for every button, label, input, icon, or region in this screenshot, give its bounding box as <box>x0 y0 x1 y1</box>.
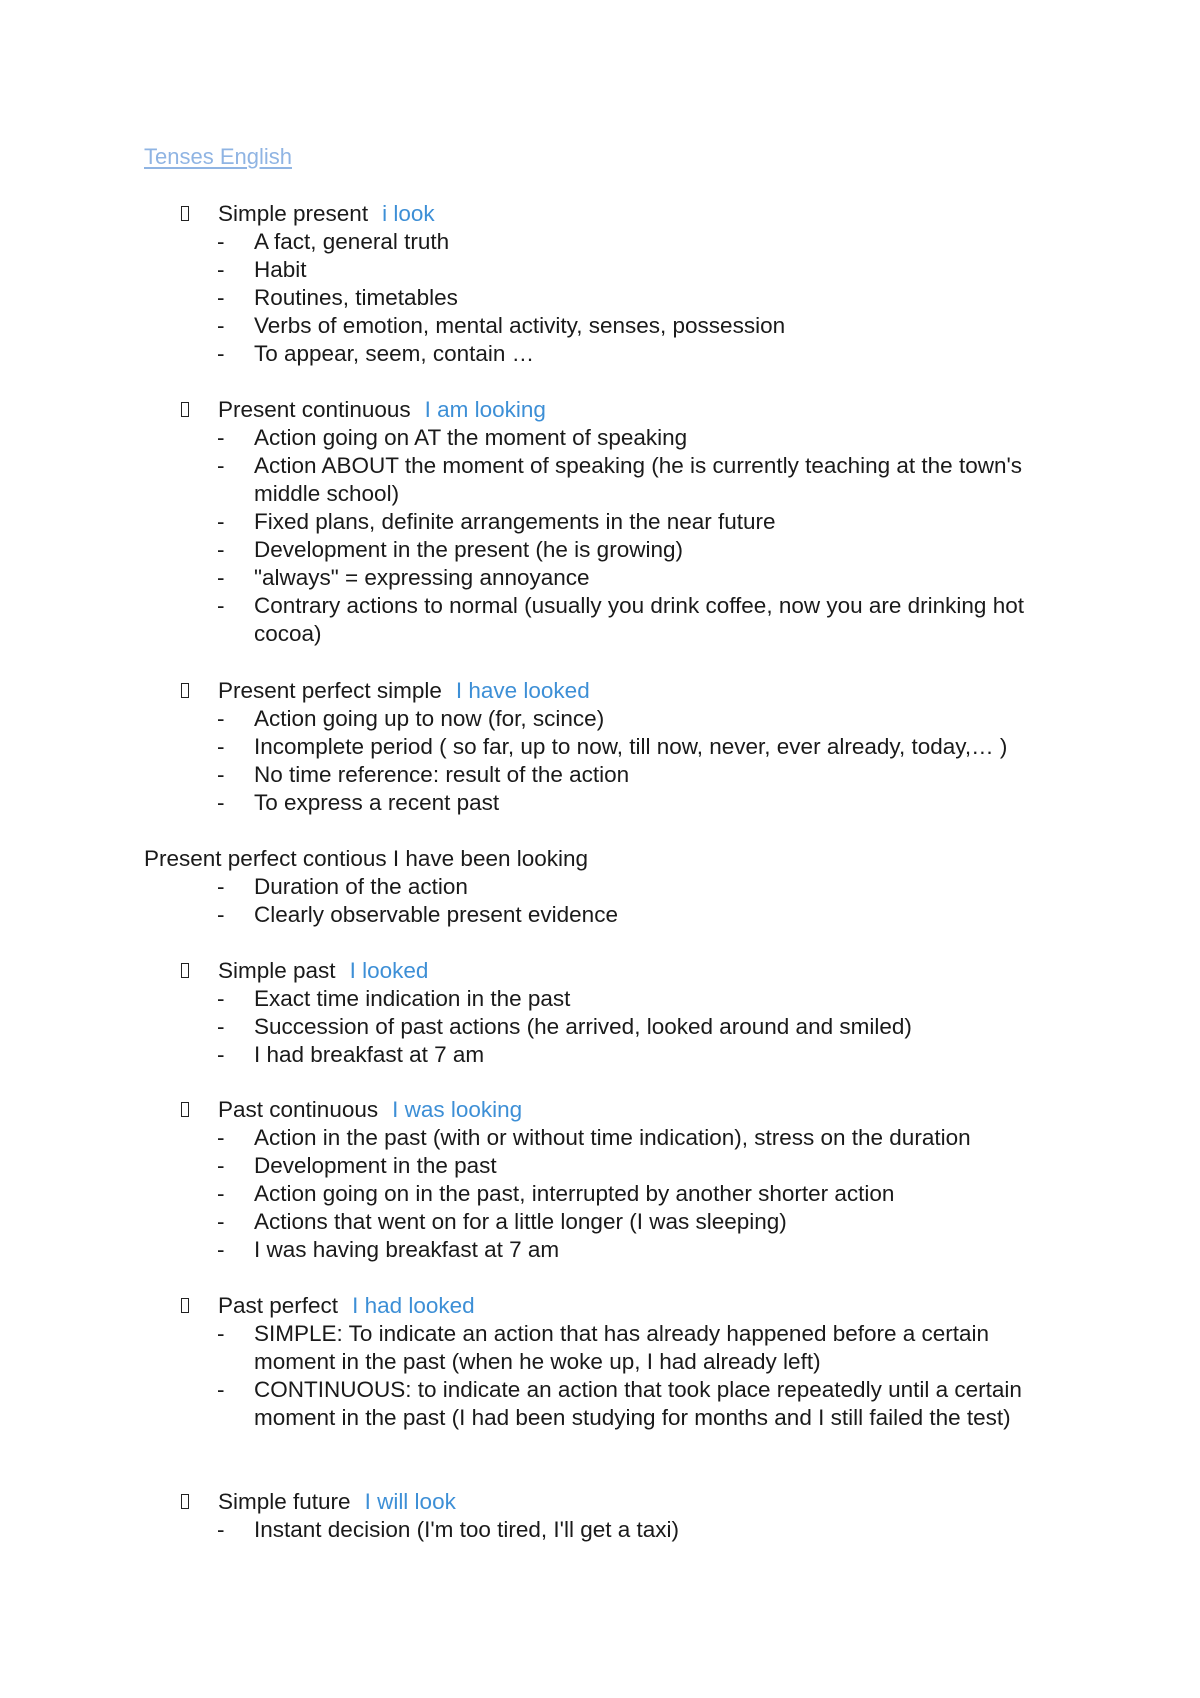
square-bullet-icon <box>181 206 189 221</box>
tense-example: I am looking <box>424 397 546 422</box>
square-bullet-icon <box>181 1102 189 1117</box>
section-simple-present <box>0 200 1200 368</box>
list-item: - Succession of past actions (he arrived, looked around and smiled) <box>217 1014 912 1039</box>
list-item: - No time reference: result of the action <box>217 762 630 787</box>
list-item: - Contrary actions to normal (usually you drink coffee, now you are drinking hot cocoa) <box>217 593 1024 646</box>
tense-name: Present perfect simple <box>218 678 442 703</box>
section-heading <box>0 396 1200 424</box>
section-heading <box>0 200 1200 228</box>
item-list <box>0 424 1200 648</box>
section-present-perfect-continuous <box>0 845 1200 929</box>
item-list <box>0 228 1200 368</box>
item-list <box>0 873 1200 929</box>
dash-bullet: - <box>217 453 225 478</box>
section-present-perfect-simple <box>0 677 1200 817</box>
section-past-perfect <box>0 1292 1200 1432</box>
list-item: - To appear, seem, contain … <box>217 341 535 366</box>
dash-bullet: - <box>217 874 225 899</box>
list-item: - Verbs of emotion, mental activity, senses, possession <box>217 313 786 338</box>
list-item: - I had breakfast at 7 am <box>217 1042 485 1067</box>
square-bullet-icon <box>181 402 189 417</box>
section-heading <box>0 1292 1200 1320</box>
list-item: - Actions that went on for a little longer (I was sleeping) <box>217 1209 787 1234</box>
list-item: - "always" = expressing annoyance <box>217 565 590 590</box>
dash-bullet: - <box>217 986 225 1011</box>
dash-bullet: - <box>217 425 225 450</box>
tense-name: Simple future <box>218 1489 351 1514</box>
dash-bullet: - <box>217 706 225 731</box>
dash-bullet: - <box>217 734 225 759</box>
dash-bullet: - <box>217 565 225 590</box>
item-list <box>0 1320 1200 1432</box>
list-item: - Action going up to now (for, scince) <box>217 706 605 731</box>
list-item: - Habit <box>217 257 307 282</box>
square-bullet-icon <box>181 1494 189 1509</box>
list-item: - Clearly observable present evidence <box>217 902 618 927</box>
tense-name: Simple present <box>218 201 369 226</box>
section-present-continuous <box>0 396 1200 648</box>
tense-example: I will look <box>364 1489 456 1514</box>
dash-bullet: - <box>217 1181 225 1206</box>
tense-example: I was looking <box>392 1097 523 1122</box>
section-heading <box>0 677 1200 705</box>
dash-bullet: - <box>217 1517 225 1542</box>
list-item: - Development in the past <box>217 1153 497 1178</box>
tense-example: i look <box>382 201 435 226</box>
dash-bullet: - <box>217 1377 225 1402</box>
dash-bullet: - <box>217 902 225 927</box>
list-item: - Incomplete period ( so far, up to now, till now, never, ever already, today,… ) <box>217 734 1008 759</box>
dash-bullet: - <box>217 313 225 338</box>
list-item: - SIMPLE: To indicate an action that has already happened before a certain moment in the past (when he woke up, I had already left) <box>217 1321 990 1374</box>
dash-bullet: - <box>217 537 225 562</box>
dash-bullet: - <box>217 1014 225 1039</box>
dash-bullet: - <box>217 593 225 618</box>
section-simple-future <box>0 1488 1200 1544</box>
tense-example: I had looked <box>352 1293 475 1318</box>
dash-bullet: - <box>217 762 225 787</box>
dash-bullet: - <box>217 229 225 254</box>
list-item: - Routines, timetables <box>217 285 458 310</box>
item-list <box>0 1516 1200 1544</box>
item-list <box>0 985 1200 1069</box>
section-heading <box>0 957 1200 985</box>
dash-bullet: - <box>217 285 225 310</box>
dash-bullet: - <box>217 257 225 282</box>
dash-bullet: - <box>217 1237 225 1262</box>
dash-bullet: - <box>217 341 225 366</box>
tense-name: Present perfect contious I have been looking <box>144 846 589 871</box>
section-heading <box>0 845 1200 873</box>
tense-name: Simple past <box>218 958 336 983</box>
section-heading <box>0 1096 1200 1124</box>
list-item: - Fixed plans, definite arrangements in the near future <box>217 509 776 534</box>
tense-example: I have looked <box>455 678 590 703</box>
section-heading <box>0 1488 1200 1516</box>
list-item: - CONTINUOUS: to indicate an action that took place repeatedly until a certain moment in the past (I had been studying for months and I still failed the test) <box>217 1377 1022 1430</box>
list-item: - Action in the past (with or without time indication), stress on the duration <box>217 1125 971 1150</box>
dash-bullet: - <box>217 1042 225 1067</box>
list-item: - To express a recent past <box>217 790 500 815</box>
dash-bullet: - <box>217 790 225 815</box>
section-simple-past <box>0 957 1200 1069</box>
list-item: - I was having breakfast at 7 am <box>217 1237 560 1262</box>
tense-name: Past continuous <box>218 1097 379 1122</box>
item-list <box>0 705 1200 817</box>
list-item: - Duration of the action <box>217 874 468 899</box>
dash-bullet: - <box>217 1125 225 1150</box>
list-item: - Instant decision (I'm too tired, I'll get a taxi) <box>217 1517 680 1542</box>
dash-bullet: - <box>217 1153 225 1178</box>
list-item: - Action going on AT the moment of speaking <box>217 425 688 450</box>
list-item: - Action going on in the past, interrupted by another shorter action <box>217 1181 895 1206</box>
dash-bullet: - <box>217 509 225 534</box>
document-title[interactable]: Tenses English <box>144 144 292 169</box>
tense-name: Past perfect <box>218 1293 339 1318</box>
list-item: - A fact, general truth <box>217 229 450 254</box>
square-bullet-icon <box>181 963 189 978</box>
square-bullet-icon <box>181 683 189 698</box>
list-item: - Development in the present (he is growing) <box>217 537 683 562</box>
square-bullet-icon <box>181 1298 189 1313</box>
section-past-continuous <box>0 1096 1200 1264</box>
tense-example: I looked <box>349 958 429 983</box>
item-list <box>0 1124 1200 1264</box>
dash-bullet: - <box>217 1209 225 1234</box>
list-item: - Exact time indication in the past <box>217 986 571 1011</box>
list-item: - Action ABOUT the moment of speaking (he is currently teaching at the town's middle school) <box>217 453 1023 506</box>
dash-bullet: - <box>217 1321 225 1346</box>
tense-name: Present continuous <box>218 397 411 422</box>
